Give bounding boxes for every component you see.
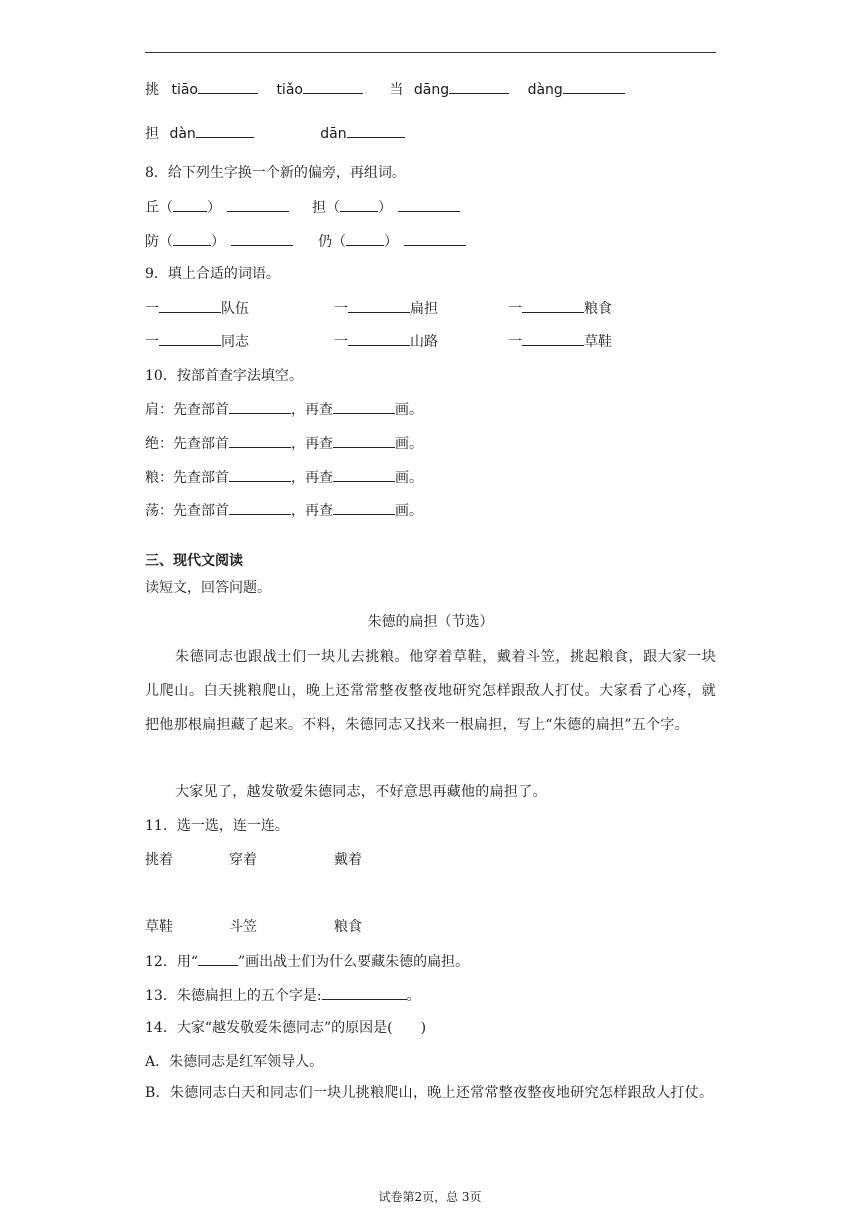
section-3-title: 三、现代文阅读	[145, 553, 243, 569]
pinyin-dan4: dàn	[169, 126, 196, 142]
story-title: 朱德的扁担（节选）	[367, 614, 494, 630]
pinyin-row-2	[145, 123, 405, 144]
q8-item-1: 丘（ ）	[145, 197, 289, 218]
answer-blank[interactable]	[229, 399, 291, 414]
answer-blank[interactable]	[348, 298, 410, 313]
pinyin-dang4: dàng	[527, 82, 563, 98]
answer-blank[interactable]	[333, 500, 395, 515]
char-dang: 当	[389, 82, 404, 98]
answer-blank[interactable]	[198, 79, 258, 94]
page-footer: 试卷第2页，总 3页	[378, 1190, 482, 1204]
q8-item-2: 担（ ）	[312, 197, 460, 218]
answer-blank[interactable]	[159, 331, 221, 346]
q11-bottom-2[interactable]: 斗笠	[229, 919, 257, 935]
q9-item-6: 一 草鞋	[508, 331, 612, 352]
q9-item-5: 一 山路	[334, 331, 438, 352]
pinyin-dan1: dān	[320, 126, 347, 142]
question-14-prompt: 14．大家“越发敬爱朱德同志”的原因是( )	[145, 1020, 427, 1036]
q10-row-2: 绝：先查部首 ，再查 画。	[145, 433, 423, 454]
answer-blank[interactable]	[173, 197, 207, 212]
question-12: 12．用“ ”画出战士们为什么要藏朱德的扁担。	[145, 951, 469, 972]
char-dan: 担	[145, 126, 159, 142]
answer-blank[interactable]	[563, 79, 625, 94]
char-tiao: 挑	[145, 82, 159, 98]
pinyin-row-1	[145, 79, 625, 100]
answer-blank[interactable]	[322, 985, 407, 1000]
q9-item-4: 一 同志	[145, 331, 249, 352]
answer-blank[interactable]	[229, 500, 291, 515]
pinyin-tiao1: tiāo	[171, 82, 198, 98]
answer-blank[interactable]	[227, 197, 289, 212]
answer-blank[interactable]	[348, 331, 410, 346]
pinyin-tiao3: tiǎo	[276, 82, 303, 98]
q11-top-2[interactable]: 穿着	[229, 852, 257, 868]
q10-row-3: 粮：先查部首 ，再查 画。	[145, 467, 423, 488]
q8-item-3: 防（ ）	[145, 231, 293, 252]
answer-blank[interactable]	[229, 467, 291, 482]
answer-blank[interactable]	[333, 433, 395, 448]
answer-blank[interactable]	[159, 298, 221, 313]
answer-blank[interactable]	[198, 951, 238, 966]
q11-bottom-1[interactable]: 草鞋	[145, 919, 173, 935]
answer-blank[interactable]	[398, 197, 460, 212]
answer-blank[interactable]	[346, 231, 384, 246]
answer-blank[interactable]	[347, 123, 405, 138]
answer-blank[interactable]	[229, 433, 291, 448]
answer-blank[interactable]	[449, 79, 509, 94]
answer-blank[interactable]	[522, 331, 584, 346]
reading-instruction: 读短文，回答问题。	[145, 580, 271, 596]
question-13: 13．朱德扁担上的五个字是: 。	[145, 985, 421, 1006]
answer-blank[interactable]	[196, 123, 254, 138]
story-paragraph-2: 大家见了，越发敬爱朱德同志，不好意思再藏他的扁担了。	[175, 784, 547, 800]
answer-blank[interactable]	[303, 79, 363, 94]
answer-blank[interactable]	[522, 298, 584, 313]
story-paragraph-1: 朱德同志也跟战士们一块儿去挑粮。他穿着草鞋，戴着斗笠，挑起粮食，跟大家一块儿爬山。白天挑粮爬山，晚上还常常整夜整夜地研究怎样跟敌人打仗。大家看了心疼，就把他那根扁担藏了起来。不料，朱德同志又找来一根扁担，写上“朱德的扁担”五个字。	[145, 649, 716, 733]
answer-blank[interactable]	[333, 399, 395, 414]
q10-row-4: 荡：先查部首 ，再查 画。	[145, 500, 423, 521]
q14-option-a[interactable]: A．朱德同志是红军领导人。	[145, 1054, 324, 1070]
q11-bottom-3[interactable]: 粮食	[334, 919, 362, 935]
q11-top-1[interactable]: 挑着	[145, 852, 173, 868]
question-11-prompt: 11．选一选，连一连。	[145, 818, 289, 834]
question-8-prompt: 8．给下列生字换一个新的偏旁，再组词。	[145, 165, 406, 181]
answer-blank[interactable]	[231, 231, 293, 246]
q11-top-3[interactable]: 戴着	[334, 852, 362, 868]
q10-row-1: 肩：先查部首 ，再查 画。	[145, 399, 423, 420]
header-rule	[145, 52, 716, 53]
answer-blank[interactable]	[173, 231, 211, 246]
question-10-prompt: 10．按部首查字法填空。	[145, 368, 303, 384]
q8-item-4: 仍（ ）	[318, 231, 466, 252]
q9-item-1: 一 队伍	[145, 298, 249, 319]
question-9-prompt: 9．填上合适的词语。	[145, 266, 280, 282]
answer-blank[interactable]	[340, 197, 378, 212]
q9-item-2: 一 扁担	[334, 298, 438, 319]
q9-item-3: 一 粮食	[508, 298, 612, 319]
answer-blank[interactable]	[404, 231, 466, 246]
answer-blank[interactable]	[333, 467, 395, 482]
q14-option-b[interactable]: B．朱德同志白天和同志们一块儿挑粮爬山，晚上还常常整夜整夜地研究怎样跟敌人打仗。	[145, 1085, 714, 1101]
pinyin-dang1: dāng	[413, 82, 450, 98]
